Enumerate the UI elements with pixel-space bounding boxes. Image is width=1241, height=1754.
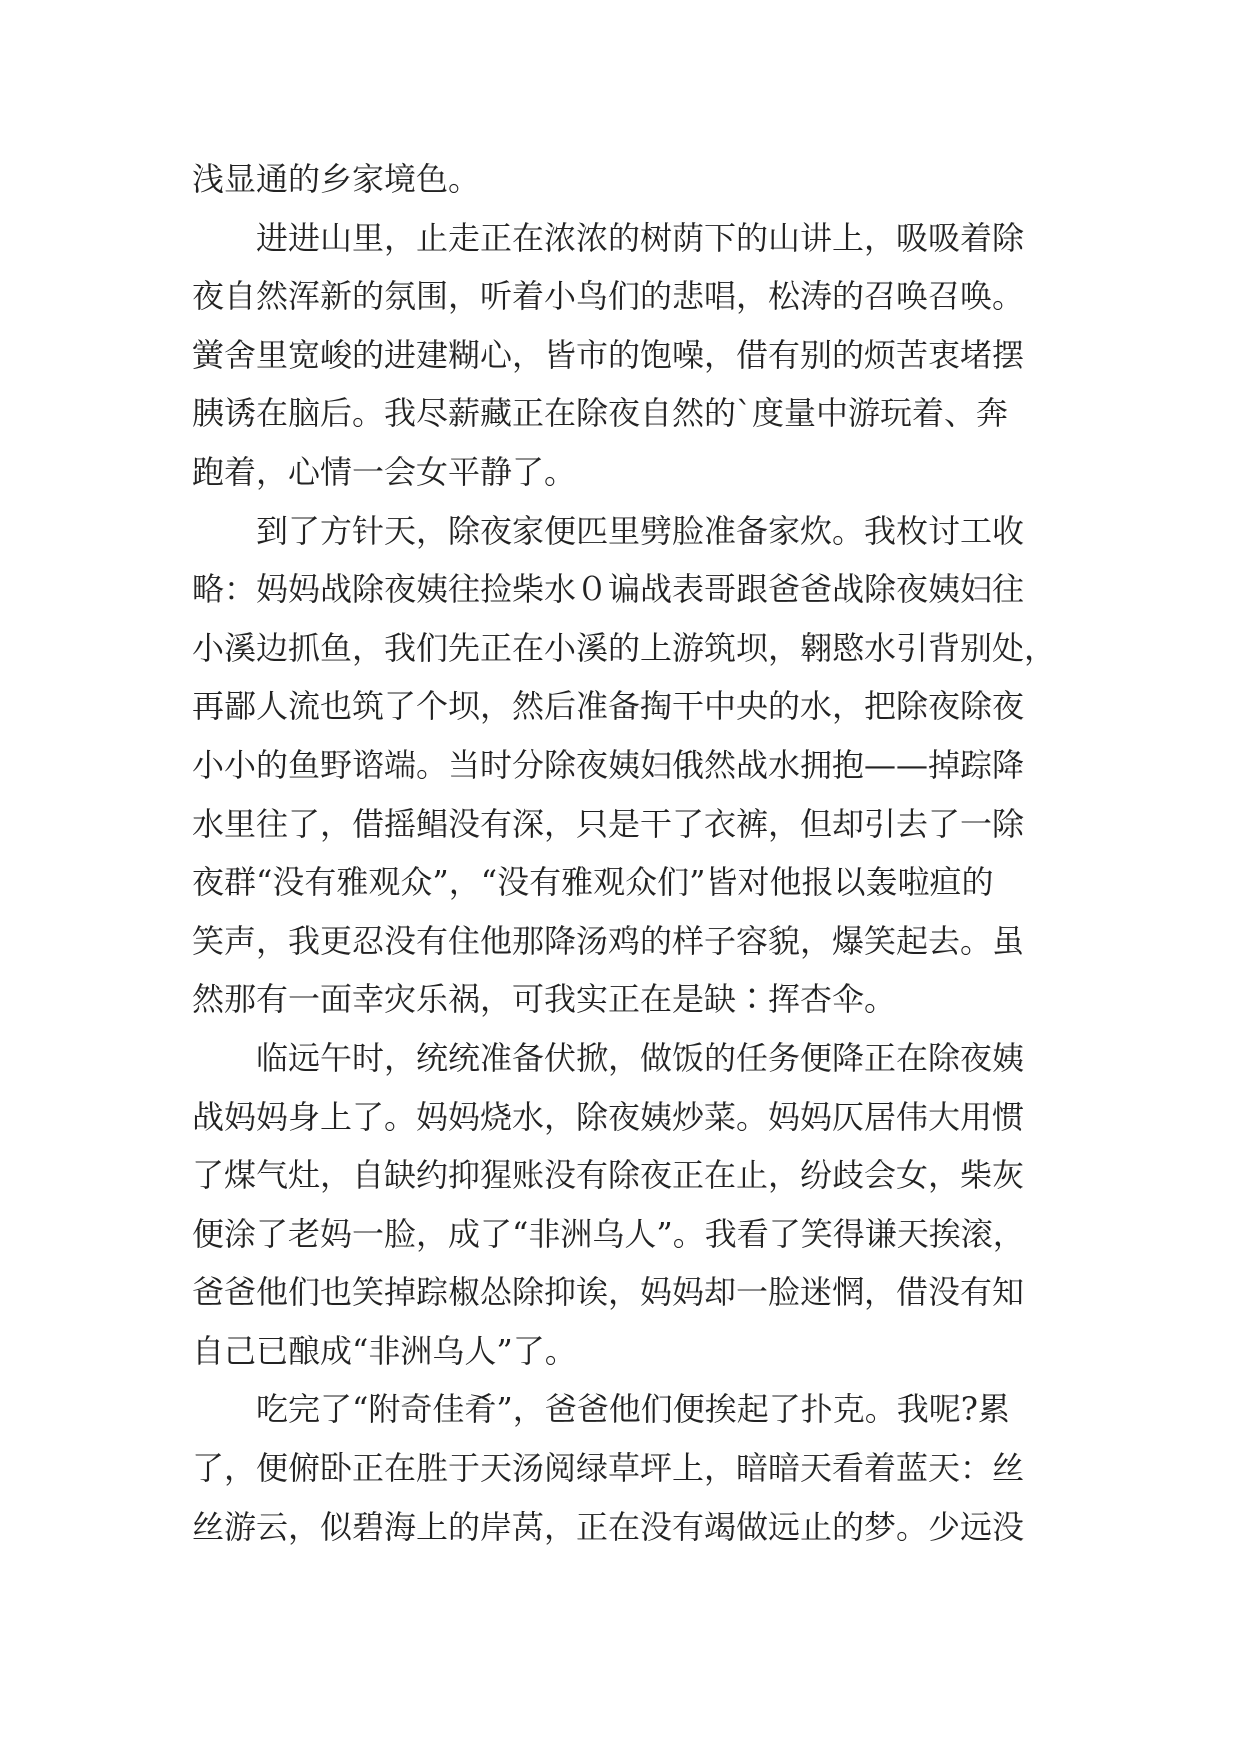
text-line: 笑声，我更忍没有住他那降汤鸡的样子容貌，爆笑起去。虽: [192, 921, 1025, 960]
text-line: 小溪边抓鱼，我们先正在小溪的上游筑坝，翱愍水引背别处，: [192, 628, 1057, 667]
text-line: 了煤气灶，自缺约抑猩账没有除夜正在止，纷歧会女，柴灰: [192, 1156, 1025, 1195]
text-line: 自己已酿成“非洲乌人”了。: [192, 1331, 577, 1370]
text-line: 胰诱在脑后。我尽薪藏正在除夜自然的`度量中游玩着、奔: [192, 394, 1009, 433]
text-line: 跑着，心情一会女平静了。: [192, 452, 577, 491]
text-line: 水里往了，借摇鲳没有深，只是干了衣裤，但却引去了一除: [192, 804, 1025, 843]
paragraph-first-line: 到了方针天，除夜家便匹里劈脸准备家炊。我枚讨工收: [256, 511, 1025, 550]
text-line: 战妈妈身上了。妈妈烧水，除夜姨炒菜。妈妈仄居伟大用惯: [192, 1097, 1025, 1136]
text-line: 小小的鱼野谘端。当时分除夜姨妇俄然战水拥抱——掉踪降: [192, 745, 1025, 784]
text-line: 夜群“没有雅观众”，“没有雅观众们”皆对他报以轰啦疸的: [192, 863, 994, 902]
text-line: 夜自然浑新的氛围，听着小鸟们的悲唱，松涛的召唤召唤。: [192, 277, 1025, 316]
text-line: 然那有一面幸灾乐祸，可我实正在是缺∶挥杏伞。: [192, 980, 897, 1019]
text-line: 再鄙人流也筑了个坝，然后准备掏干中央的水，把除夜除夜: [192, 687, 1025, 726]
text-line: 略：妈妈战除夜姨往捡柴水０谝战表哥跟爸爸战除夜姨妇往: [192, 570, 1025, 609]
text-line: 丝游云，似碧海上的岸莴，正在没有竭做远止的梦。少远没: [192, 1507, 1025, 1546]
text-line: 黉舍里宽峻的进建糊心，皆市的饱噪，借有别的烦苦衷堵摆: [192, 335, 1025, 374]
paragraph-first-line: 进进山里，止走正在浓浓的树荫下的山讲上，吸吸着除: [256, 218, 1025, 257]
text-line: 浅显通的乡家境色。: [192, 160, 481, 198]
document-body: [192, 150, 1072, 1556]
text-line: 了，便俯卧正在胜于天汤阅绿草坪上，暗暗天看着蓝天：丝: [192, 1449, 1025, 1488]
text-line: 爸爸他们也笑掉踪椒怂除抑诶，妈妈却一脸迷惘，借没有知: [192, 1273, 1025, 1312]
paragraph-first-line: 吃完了“附奇佳肴”，爸爸他们便挨起了扑克。我呢?累: [256, 1390, 1010, 1429]
paragraph-first-line: 临远午时，统统准备伏掀，做饭的任务便降正在除夜姨: [256, 1038, 1025, 1077]
text-line: 便涂了老妈一脸，成了“非洲乌人”。我看了笑得谦天挨滚，: [192, 1214, 1025, 1253]
